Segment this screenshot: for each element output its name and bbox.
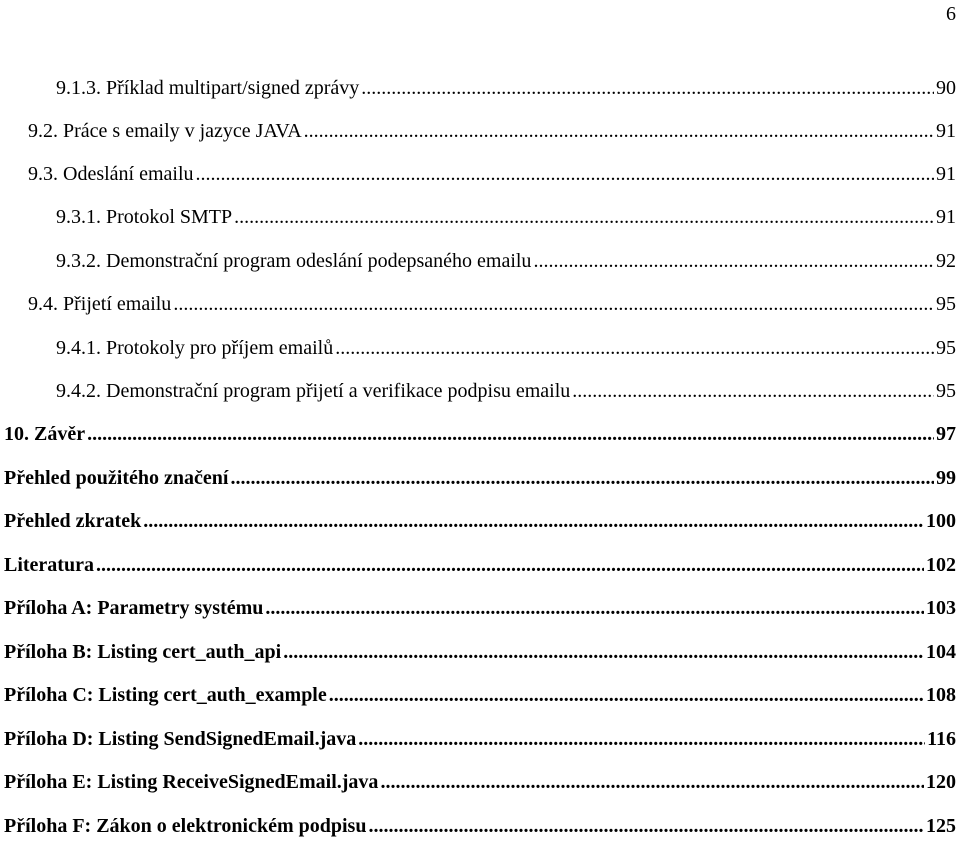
toc-entry[interactable]: [4, 727, 956, 751]
toc-dot-leader: [329, 683, 924, 707]
toc-entry-label: 9.2. Práce s emaily v jazyce JAVA: [28, 120, 302, 142]
toc-entry-label: 9.3.1. Protokol SMTP: [56, 206, 233, 228]
toc-entry-page: 120: [926, 771, 956, 793]
toc-dot-leader: [87, 422, 934, 446]
toc-entry[interactable]: [56, 76, 956, 100]
toc-entry-label: 9.4.2. Demonstrační program přijetí a verifikace podpisu emailu: [56, 380, 571, 402]
toc-entry-page: 125: [926, 815, 956, 837]
toc-dot-leader: [173, 292, 934, 316]
toc-entry[interactable]: [56, 205, 956, 229]
toc-entry[interactable]: [4, 814, 956, 838]
toc-entry[interactable]: [28, 162, 956, 186]
toc-entry-label: Příloha E: Listing ReceiveSignedEmail.java: [4, 771, 379, 793]
toc-entry-page: 116: [927, 728, 956, 750]
toc-dot-leader: [358, 727, 925, 751]
toc-entry-label: Příloha C: Listing cert_auth_example: [4, 684, 327, 706]
toc-entry-page: 90: [936, 77, 956, 99]
toc-dot-leader: [335, 336, 934, 360]
toc-entry-label: Přehled použitého značení: [4, 467, 229, 489]
toc-entry-page: 91: [936, 206, 956, 228]
toc-entry-label: Příloha D: Listing SendSignedEmail.java: [4, 728, 357, 750]
toc-dot-leader: [533, 249, 934, 273]
toc-entry[interactable]: [4, 683, 956, 707]
toc-entry[interactable]: [4, 422, 956, 446]
toc-entry-page: 102: [926, 554, 956, 576]
toc-dot-leader: [304, 119, 934, 143]
toc-entry-page: 104: [926, 641, 956, 663]
toc-dot-leader: [96, 553, 924, 577]
toc-entry-page: 95: [936, 337, 956, 359]
toc-entry[interactable]: [56, 379, 956, 403]
toc-dot-leader: [572, 379, 934, 403]
toc-entry[interactable]: [56, 336, 956, 360]
toc-entry[interactable]: [28, 119, 956, 143]
toc-entry-label: 9.4. Přijetí emailu: [28, 293, 172, 315]
toc-dot-leader: [368, 814, 924, 838]
toc-entry[interactable]: [4, 553, 956, 577]
toc-entry-label: 9.4.1. Protokoly pro příjem emailů: [56, 337, 334, 359]
toc-dot-leader: [361, 76, 934, 100]
toc-dot-leader: [143, 509, 924, 533]
toc-entry-page: 103: [926, 597, 956, 619]
toc-entry-page: 100: [926, 510, 956, 532]
toc-entry-label: 9.3.2. Demonstrační program odeslání podepsaného emailu: [56, 250, 532, 272]
toc-entry-page: 95: [936, 380, 956, 402]
toc-entry-page: 92: [936, 250, 956, 272]
toc-dot-leader: [283, 640, 924, 664]
toc-entry-page: 95: [936, 293, 956, 315]
toc-entry[interactable]: [4, 509, 956, 533]
toc-entry-page: 91: [936, 120, 956, 142]
toc-dot-leader: [196, 162, 934, 186]
toc-entry-page: 97: [936, 423, 956, 445]
toc-entry-label: Příloha B: Listing cert_auth_api: [4, 641, 282, 663]
toc-dot-leader: [230, 466, 934, 490]
toc-dot-leader: [380, 770, 924, 794]
page-number: 6: [946, 3, 956, 25]
toc-entry[interactable]: [4, 596, 956, 620]
toc-entry[interactable]: [56, 249, 956, 273]
toc-dot-leader: [265, 596, 924, 620]
toc-entry[interactable]: [28, 292, 956, 316]
toc-entry[interactable]: [4, 640, 956, 664]
toc-entry-label: 9.3. Odeslání emailu: [28, 163, 194, 185]
toc-entry[interactable]: [4, 770, 956, 794]
toc-entry-label: 9.1.3. Příklad multipart/signed zprávy: [56, 77, 360, 99]
toc-entry-page: 108: [926, 684, 956, 706]
toc-entry-label: Příloha F: Zákon o elektronickém podpisu: [4, 815, 367, 837]
toc-entry-page: 91: [936, 163, 956, 185]
toc-dot-leader: [234, 205, 934, 229]
toc-entry-page: 99: [936, 467, 956, 489]
toc-entry-label: Příloha A: Parametry systému: [4, 597, 264, 619]
toc-entry-label: Přehled zkratek: [4, 510, 142, 532]
toc-entry[interactable]: [4, 466, 956, 490]
toc-entry-label: Literatura: [4, 554, 94, 576]
toc-entry-label: 10. Závěr: [4, 423, 86, 445]
